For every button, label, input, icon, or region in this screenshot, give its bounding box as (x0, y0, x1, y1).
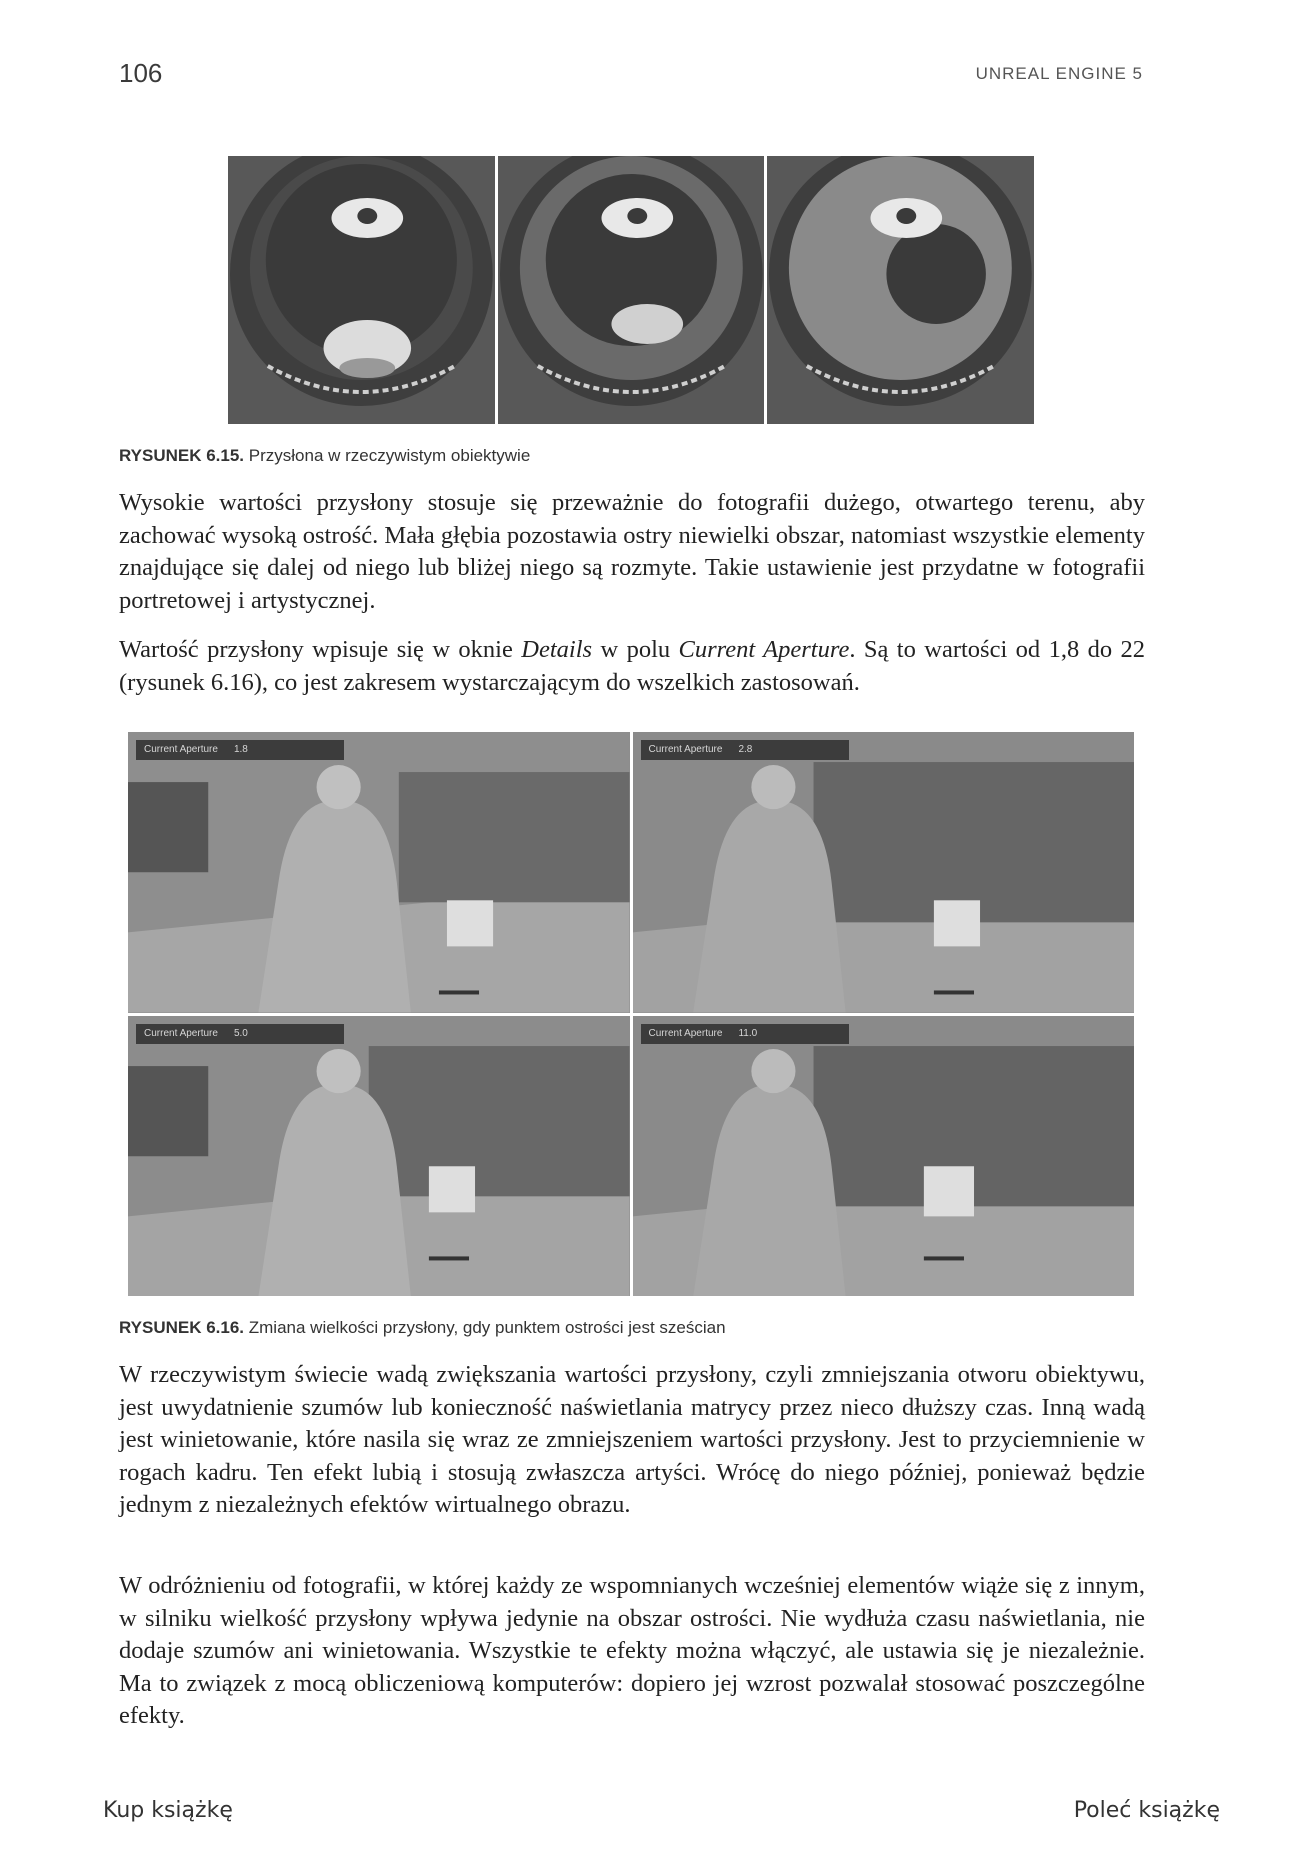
aperture-value: 2.8 (738, 744, 753, 755)
figure-6-16 (128, 732, 1134, 1296)
aperture-label: Current Aperture (648, 744, 723, 755)
screenshot-aperture-4 (633, 1016, 1135, 1297)
aperture-label: Current Aperture (144, 1027, 218, 1039)
running-head: UNREAL ENGINE 5 (975, 64, 1143, 83)
aperture-value: 5.0 (233, 1027, 248, 1039)
aperture-readout (641, 740, 849, 760)
figure-6-15-caption (119, 446, 530, 466)
aperture-readout (136, 1024, 344, 1044)
screenshot-aperture-2 (633, 732, 1135, 1013)
aperture-photo-3 (767, 156, 1034, 424)
current-aperture-term: Current Aperture (678, 636, 850, 663)
paragraph-2 (119, 634, 1145, 699)
screenshot-aperture-1 (128, 732, 630, 1013)
paragraph-3: W rzeczywistym świecie wadą zwiększania wartości przysłony, czyli zmniejszania otworu obiektywu, jest uwydatnienie szumów lub konieczność naświetlania matrycy przez nieco dłuższy czas. Inną wadą jest winietowanie, które nasila się wraz ze zmniejszeniem wartości przysłony. Jest to przyciemnienie w rogach kadru. Ten efekt lubią i stosują zwłaszcza artyści. Wrócę do niego później, ponieważ będzie jednym z niezależnych efektów wirtualnego obrazu. (119, 1361, 1145, 1518)
aperture-photo-2 (498, 156, 765, 424)
aperture-readout (641, 1024, 849, 1044)
page-number: 106 (119, 58, 163, 88)
aperture-value: 1.8 (233, 744, 248, 755)
figure-6-15 (228, 156, 1034, 424)
buy-book-link[interactable]: Kup książkę (103, 1798, 233, 1823)
aperture-readout (136, 740, 344, 760)
details-term: Details (521, 636, 593, 663)
paragraph-2-text-b: w polu (592, 636, 679, 663)
paragraph-1: Wysokie wartości przysłony stosuje się przeważnie do fotografii dużego, otwartego terenu, aby zachować wysoką ostrość. Mała głębia pozostawia ostry niewielki obszar, natomiast wszystkie elementy znajdujące się dalej od niego lub bliżej niego są rozmyte. Takie ustawienie jest przydatne w fotografii portretowej i artystycznej. (119, 489, 1145, 614)
paragraph-2-text-a: Wartość przysłony wpisuje się w oknie (119, 636, 522, 663)
paragraph-2-text-c: . Są to wartości od 1,8 do 22 (rysunek 6.16), co jest zakresem wystarczającym do wszelkich zastosowań. (119, 636, 1146, 696)
paragraph-4: W odróżnieniu od fotografii, w której każdy ze wspomnianych wcześniej elementów wiąże się z innym, w silniku wielkość przysłony wpływa jedynie na obszar ostrości. Nie wydłuża czasu naświetlania, nie dodaje szumów ani winietowania. Wszystkie te efekty można włączyć, ale ustawia się je niezależnie. Ma to związek z mocą obliczeniową komputerów: dopiero jej wzrost pozwalał stosować poszczególne efekty. (119, 1572, 1145, 1729)
aperture-value: 11.0 (738, 1027, 758, 1039)
caption-label: RYSUNEK 6.15. (119, 446, 245, 465)
figure-6-16-caption (119, 1318, 726, 1338)
caption-label: RYSUNEK 6.16. (119, 1318, 245, 1337)
screenshot-aperture-3 (128, 1016, 630, 1297)
caption-text: Zmiana wielkości przysłony, gdy punktem ostrości jest sześcian (248, 1318, 726, 1337)
aperture-label: Current Aperture (648, 1027, 723, 1039)
recommend-book-link[interactable]: Poleć książkę (1073, 1798, 1220, 1823)
aperture-label: Current Aperture (144, 744, 218, 755)
aperture-photo-1 (228, 156, 495, 424)
caption-text: Przysłona w rzeczywistym obiektywie (248, 446, 531, 465)
